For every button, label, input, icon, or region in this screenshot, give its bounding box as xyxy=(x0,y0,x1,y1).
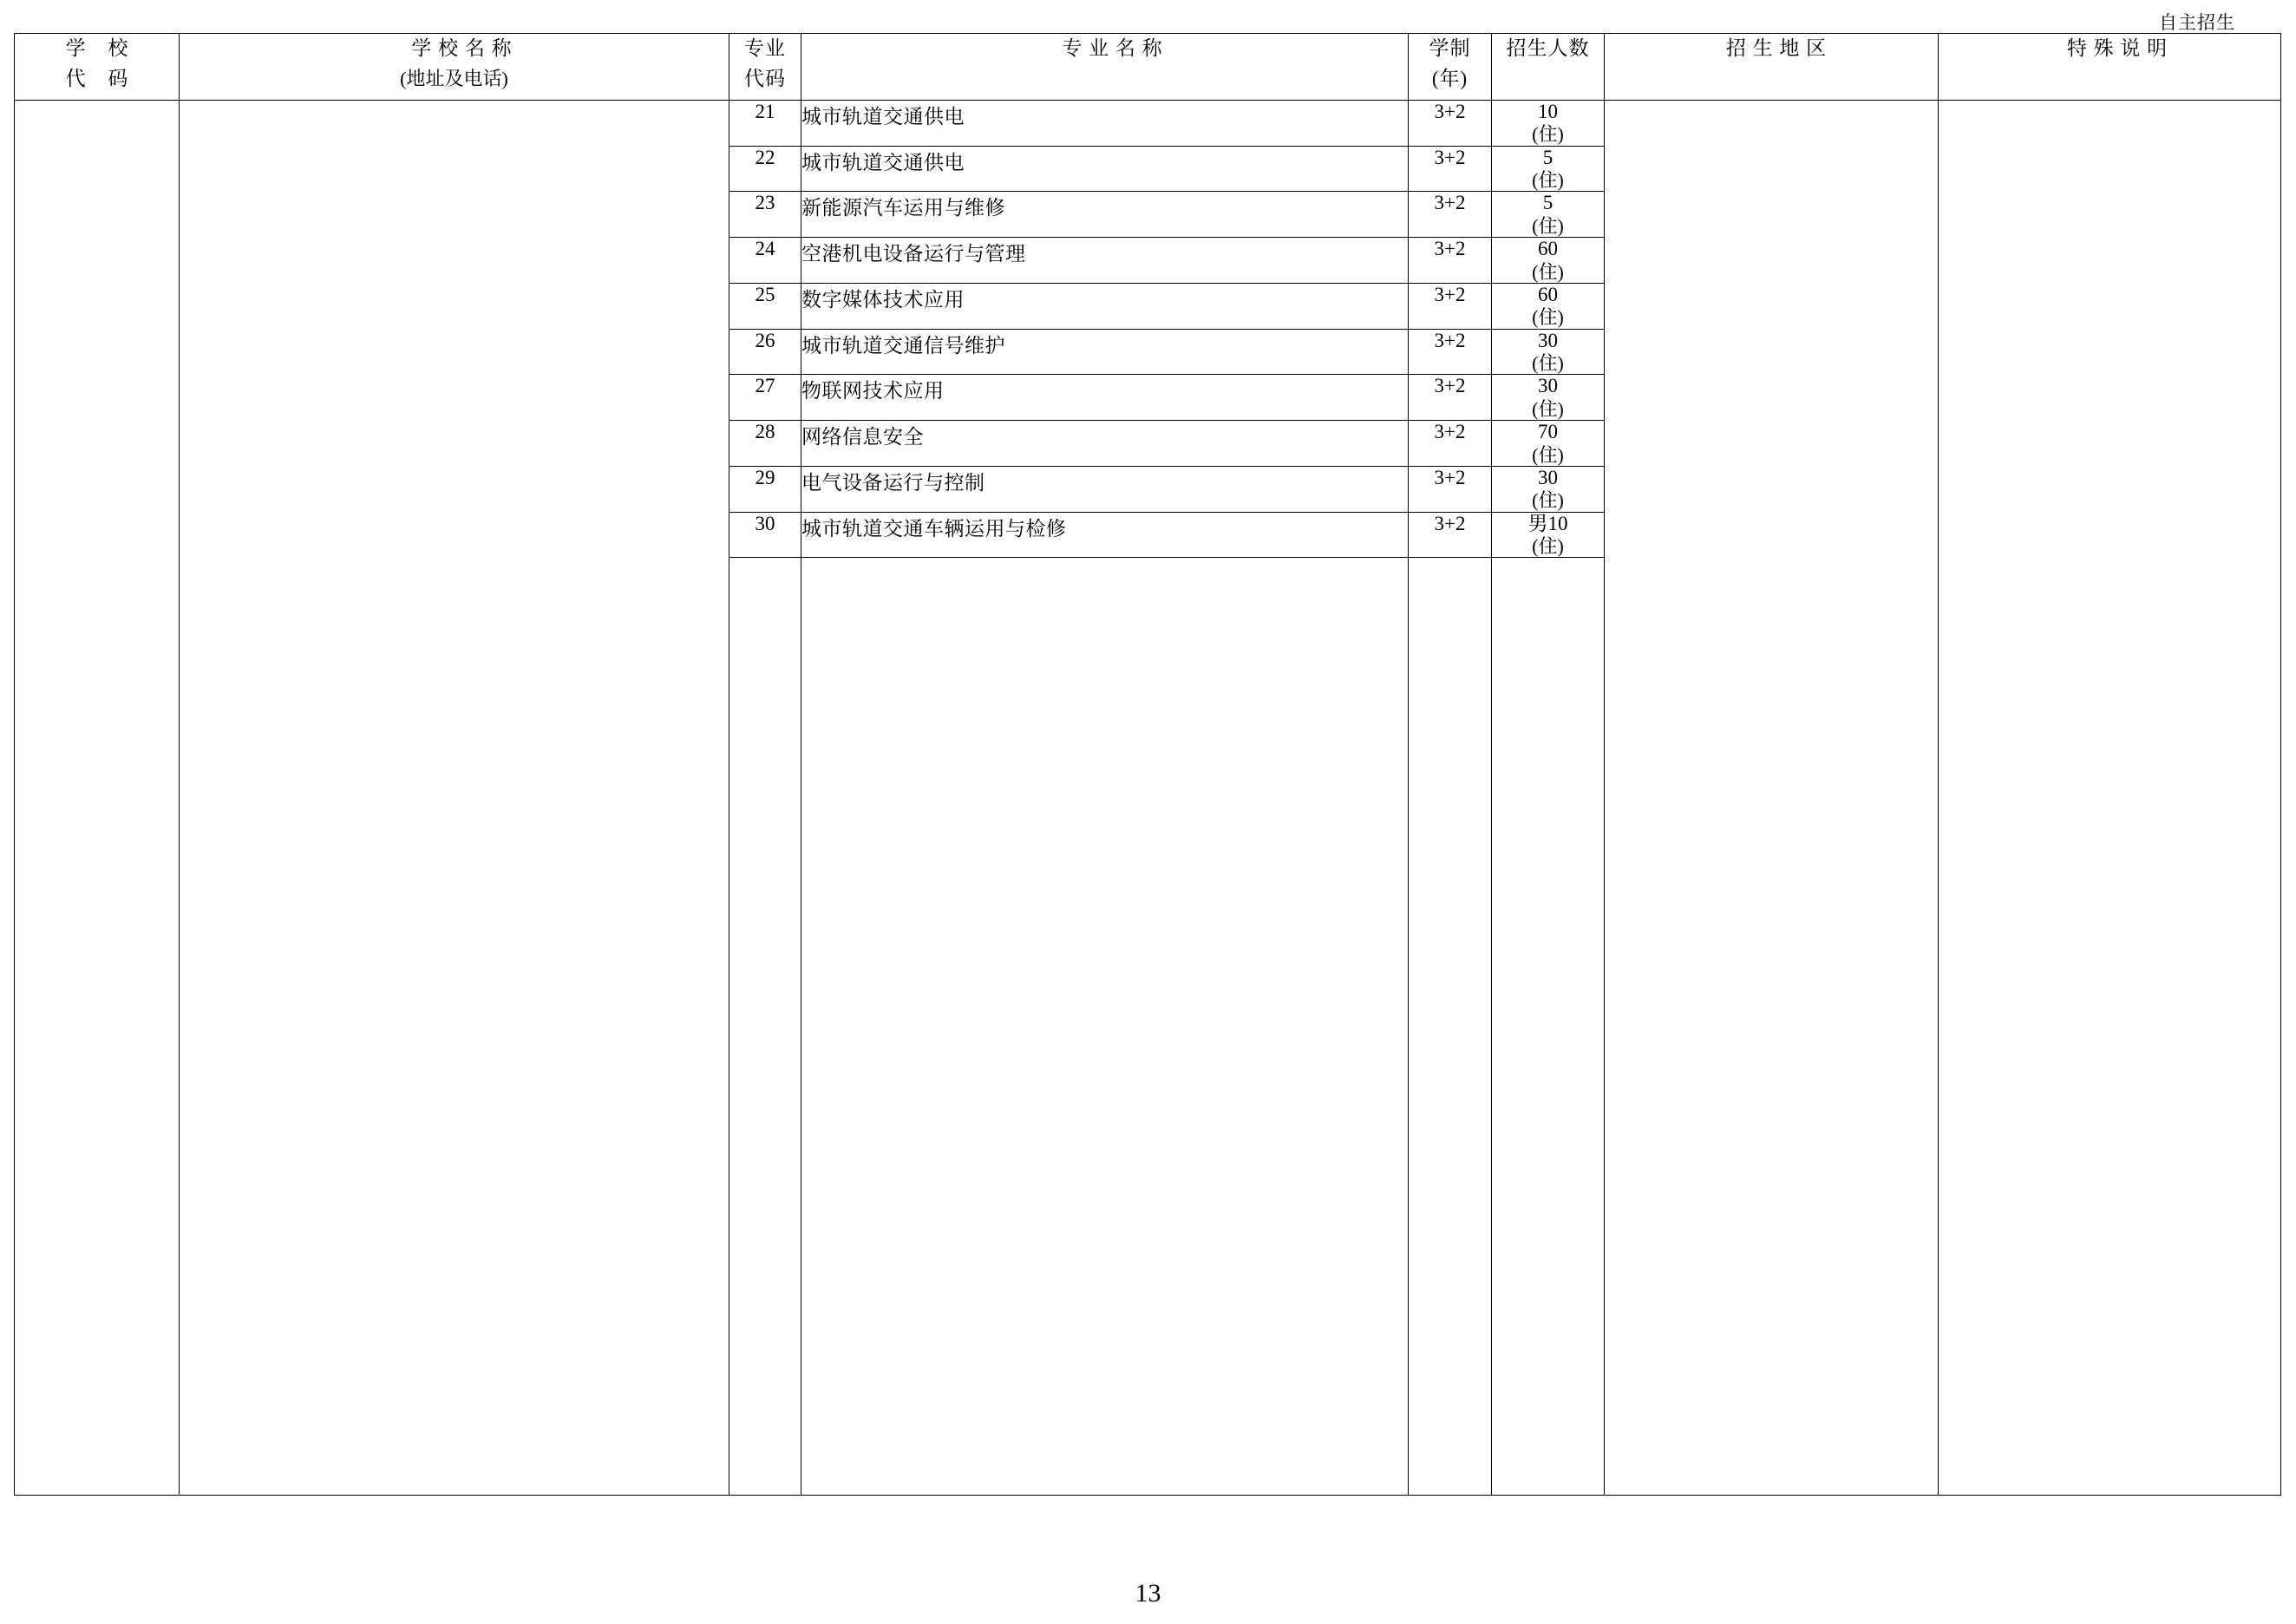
header-quota-label: 招生人数 xyxy=(1506,37,1590,59)
cell-quota xyxy=(1492,466,1605,512)
cell-major-code: 22 xyxy=(729,146,801,192)
cell-major-code: 23 xyxy=(729,192,801,238)
header-major-code xyxy=(729,34,801,101)
cell-years: 3+2 xyxy=(1409,101,1492,147)
quota-note: (住) xyxy=(1532,397,1564,420)
quota-note: (住) xyxy=(1532,443,1564,466)
cell-quota xyxy=(1492,192,1605,238)
quota-number: 30 xyxy=(1538,466,1558,488)
header-school-name-line2: (地址及电话) xyxy=(400,67,508,89)
quota-number: 60 xyxy=(1538,283,1558,305)
cell-major-name: 电气设备运行与控制 xyxy=(801,466,1409,512)
cell-major-name: 网络信息安全 xyxy=(801,421,1409,467)
cell-years: 3+2 xyxy=(1409,512,1492,558)
cell-quota xyxy=(1492,375,1605,421)
cell-region xyxy=(1605,101,1939,1496)
quota-number: 10 xyxy=(1538,101,1558,122)
cell-years: 3+2 xyxy=(1409,238,1492,284)
cell-major-code: 30 xyxy=(729,512,801,558)
quota-number: 70 xyxy=(1538,421,1558,443)
cell-years: 3+2 xyxy=(1409,329,1492,375)
cell-major-code: 26 xyxy=(729,329,801,375)
cell-major-name: 城市轨道交通车辆运用与检修 xyxy=(801,512,1409,558)
cell-years: 3+2 xyxy=(1409,283,1492,329)
header-quota xyxy=(1492,34,1605,101)
quota-number: 30 xyxy=(1538,329,1558,351)
header-school-code xyxy=(15,34,180,101)
table-body xyxy=(15,101,2281,1496)
table-header xyxy=(15,34,2281,101)
header-years-line2: (年) xyxy=(1431,67,1469,89)
cell-major-name: 数字媒体技术应用 xyxy=(801,283,1409,329)
filler-quota xyxy=(1492,558,1605,1496)
quota-number: 5 xyxy=(1542,192,1554,214)
filler-major-name xyxy=(801,558,1409,1496)
header-major-name xyxy=(801,34,1409,101)
page-number: 13 xyxy=(1135,1579,1161,1608)
quota-number: 男10 xyxy=(1527,512,1568,534)
cell-school-code xyxy=(15,101,180,1496)
header-row xyxy=(15,34,2281,101)
header-remark xyxy=(1939,34,2281,101)
quota-note: (住) xyxy=(1532,352,1564,375)
cell-quota xyxy=(1492,283,1605,329)
quota-note: (住) xyxy=(1532,169,1564,192)
cell-major-name: 城市轨道交通信号维护 xyxy=(801,329,1409,375)
header-remark-label: 特 殊 说 明 xyxy=(2066,37,2168,59)
cell-years: 3+2 xyxy=(1409,192,1492,238)
quota-note: (住) xyxy=(1532,535,1564,558)
filler-major-code xyxy=(729,558,801,1496)
filler-years xyxy=(1409,558,1492,1496)
cell-quota xyxy=(1492,146,1605,192)
cell-major-name: 城市轨道交通供电 xyxy=(801,101,1409,147)
admissions-table xyxy=(14,33,2281,1496)
header-years xyxy=(1409,34,1492,101)
cell-major-code: 25 xyxy=(729,283,801,329)
header-major-name-label: 专 业 名 称 xyxy=(1062,37,1163,59)
quota-number: 60 xyxy=(1538,238,1558,260)
cell-major-code: 21 xyxy=(729,101,801,147)
cell-quota xyxy=(1492,421,1605,467)
table-row xyxy=(15,101,2281,147)
cell-major-code: 29 xyxy=(729,466,801,512)
header-region xyxy=(1605,34,1939,101)
cell-quota xyxy=(1492,101,1605,147)
cell-major-code: 24 xyxy=(729,238,801,284)
header-school-code-line1: 学 校 xyxy=(65,37,137,59)
cell-quota xyxy=(1492,238,1605,284)
header-school-name-line1: 学 校 名 称 xyxy=(411,37,513,59)
cell-major-code: 27 xyxy=(729,375,801,421)
quota-note: (住) xyxy=(1532,489,1564,512)
cell-years: 3+2 xyxy=(1409,466,1492,512)
header-school-name xyxy=(180,34,729,101)
cell-major-name: 城市轨道交通供电 xyxy=(801,146,1409,192)
cell-years: 3+2 xyxy=(1409,421,1492,467)
cell-major-name: 空港机电设备运行与管理 xyxy=(801,238,1409,284)
header-major-code-line1: 专业 xyxy=(744,37,786,59)
header-school-code-line2: 代 码 xyxy=(65,67,137,89)
cell-quota xyxy=(1492,512,1605,558)
cell-school-name xyxy=(180,101,729,1496)
cell-years: 3+2 xyxy=(1409,146,1492,192)
header-years-line1: 学制 xyxy=(1429,37,1471,59)
quota-number: 30 xyxy=(1538,375,1558,397)
quota-note: (住) xyxy=(1532,306,1564,329)
quota-note: (住) xyxy=(1532,214,1564,237)
cell-quota xyxy=(1492,329,1605,375)
cell-remark xyxy=(1939,101,2281,1496)
header-major-code-line2: 代码 xyxy=(744,67,786,89)
corner-note: 自主招生 xyxy=(2159,12,2235,33)
cell-major-code: 28 xyxy=(729,421,801,467)
quota-note: (住) xyxy=(1532,260,1564,283)
cell-years: 3+2 xyxy=(1409,375,1492,421)
cell-major-name: 物联网技术应用 xyxy=(801,375,1409,421)
quota-note: (住) xyxy=(1532,123,1564,146)
cell-major-name: 新能源汽车运用与维修 xyxy=(801,192,1409,238)
quota-number: 5 xyxy=(1542,146,1554,168)
header-region-label: 招 生 地 区 xyxy=(1725,37,1828,59)
